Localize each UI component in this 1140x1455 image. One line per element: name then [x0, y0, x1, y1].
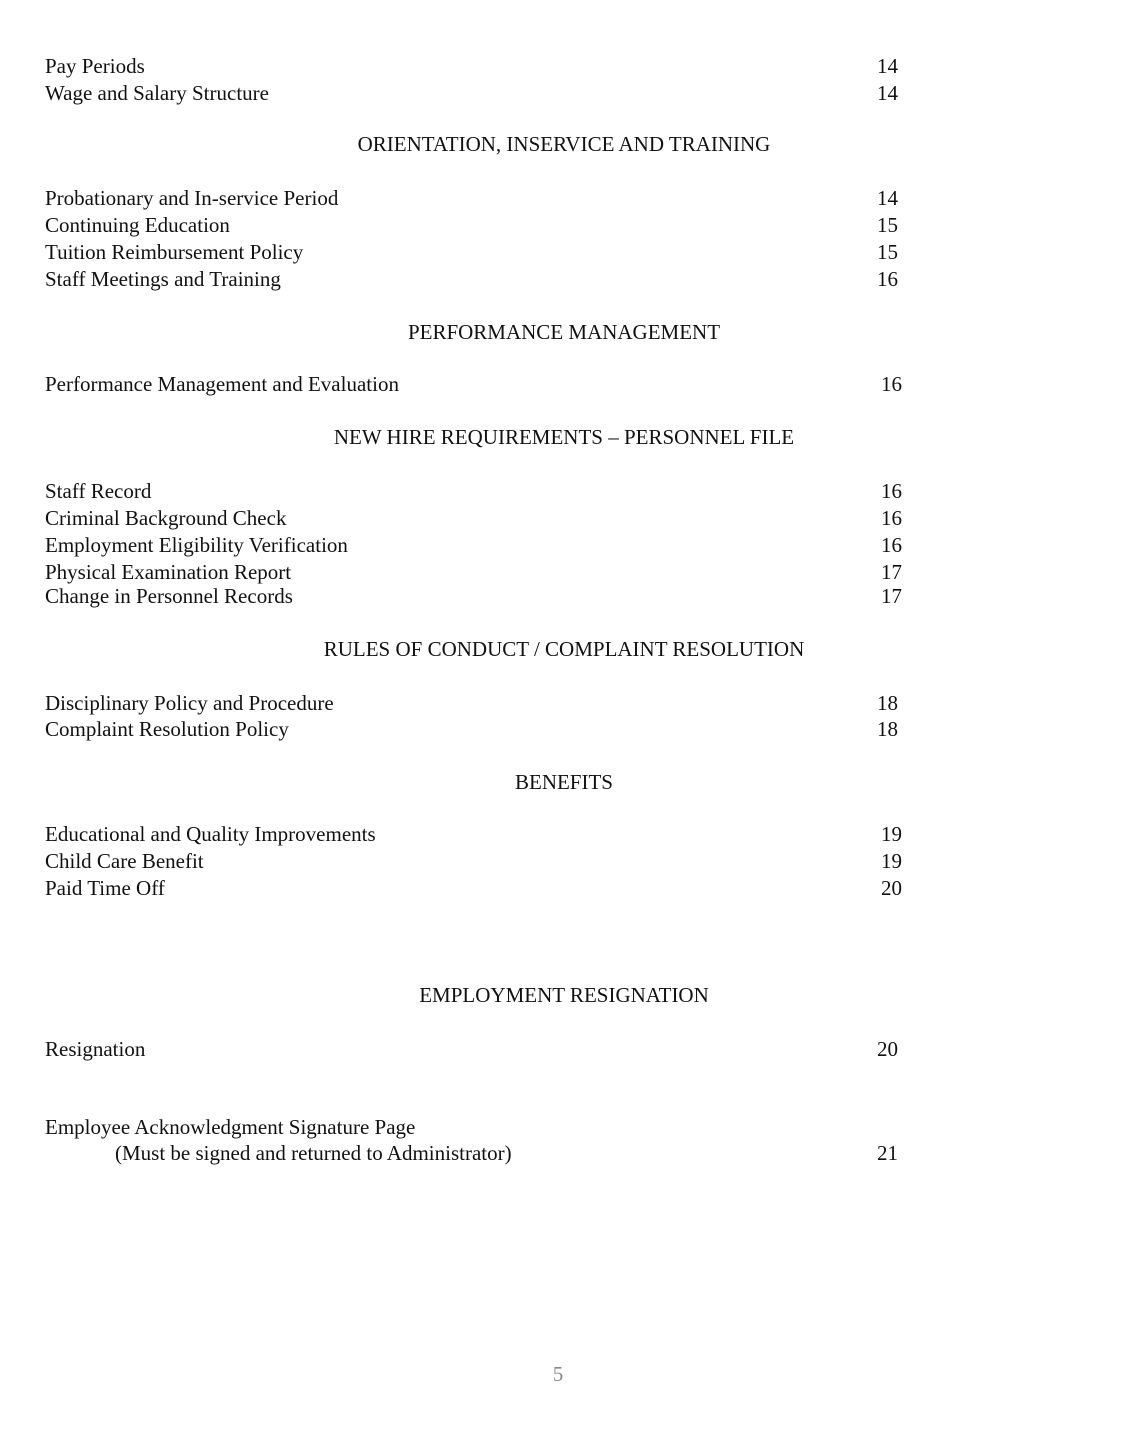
section-heading-benefits: BENEFITS [514, 770, 613, 794]
toc-entry-title: Wage and Salary Structure [45, 81, 269, 105]
toc-entry-title: Employment Eligibility Verification [45, 533, 348, 557]
toc-entry-title: Change in Personnel Records [45, 584, 293, 608]
toc-entry-title: (Must be signed and returned to Administrator) [115, 1141, 512, 1165]
toc-entry-page: 14 [877, 81, 898, 105]
section-heading-conduct: RULES OF CONDUCT / COMPLAINT RESOLUTION [323, 637, 805, 661]
toc-entry-pay-periods [45, 53, 905, 79]
toc-entry-tuition [45, 239, 905, 265]
toc-entry-probationary [45, 185, 905, 211]
toc-entry-page: 20 [881, 876, 902, 900]
section-heading-orientation: ORIENTATION, INSERVICE AND TRAINING [357, 132, 771, 156]
toc-entry-page: 19 [881, 849, 902, 873]
toc-entry-acknowledgment [45, 1114, 905, 1140]
section-heading-performance: PERFORMANCE MANAGEMENT [407, 320, 721, 344]
toc-entry-page: 20 [877, 1037, 898, 1061]
toc-entry-title: Staff Meetings and Training [45, 267, 281, 291]
toc-entry-title: Paid Time Off [45, 876, 165, 900]
page-number: 5 [552, 1362, 564, 1386]
toc-entry-page: 17 [881, 560, 902, 584]
toc-entry-wage-salary [45, 80, 905, 106]
toc-entry-page: 16 [881, 479, 902, 503]
toc-entry-title: Resignation [45, 1037, 146, 1061]
toc-entry-title: Staff Record [45, 479, 152, 503]
toc-entry-continuing-education [45, 212, 905, 238]
toc-entry-title: Criminal Background Check [45, 506, 287, 530]
toc-entry-page: 14 [877, 54, 898, 78]
toc-entry-educational-quality [45, 821, 905, 847]
toc-entry-title: Employee Acknowledgment Signature Page [45, 1115, 416, 1139]
section-heading-new-hire: NEW HIRE REQUIREMENTS – PERSONNEL FILE [333, 425, 795, 449]
toc-entry-page: 19 [881, 822, 902, 846]
toc-entry-employment-verification [45, 532, 905, 558]
toc-entry-complaint-policy [45, 716, 905, 742]
toc-entry-title: Tuition Reimbursement Policy [45, 240, 304, 264]
toc-entry-change-records [45, 583, 905, 609]
toc-entry-title: Continuing Education [45, 213, 230, 237]
toc-entry-page: 21 [877, 1141, 898, 1165]
toc-entry-page: 15 [877, 213, 898, 237]
toc-entry-title: Disciplinary Policy and Procedure [45, 691, 334, 715]
toc-entry-resignation [45, 1036, 905, 1062]
toc-entry-title: Physical Examination Report [45, 560, 292, 584]
toc-entry-title: Probationary and In-service Period [45, 186, 339, 210]
toc-entry-paid-time-off [45, 875, 905, 901]
section-heading-resignation: EMPLOYMENT RESIGNATION [419, 983, 709, 1007]
toc-entry-title: Complaint Resolution Policy [45, 717, 289, 741]
toc-entry-title: Pay Periods [45, 54, 145, 78]
toc-entry-performance-evaluation [45, 371, 905, 397]
toc-entry-page: 16 [881, 372, 902, 396]
toc-entry-title: Performance Management and Evaluation [45, 372, 399, 396]
toc-entry-title: Child Care Benefit [45, 849, 204, 873]
toc-entry-staff-meetings [45, 266, 905, 292]
toc-entry-page: 16 [877, 267, 898, 291]
toc-entry-page: 18 [877, 691, 898, 715]
toc-entry-page: 14 [877, 186, 898, 210]
toc-entry-page: 18 [877, 717, 898, 741]
toc-entry-page: 16 [881, 533, 902, 557]
toc-entry-acknowledgment-note [45, 1140, 905, 1166]
toc-entry-page: 16 [881, 506, 902, 530]
toc-entry-staff-record [45, 478, 905, 504]
toc-entry-criminal-check [45, 505, 905, 531]
toc-entry-page: 17 [881, 584, 902, 608]
toc-entry-physical-exam [45, 559, 905, 585]
toc-entry-child-care [45, 848, 905, 874]
toc-entry-page: 15 [877, 240, 898, 264]
toc-entry-title: Educational and Quality Improvements [45, 822, 376, 846]
toc-entry-disciplinary [45, 690, 905, 716]
